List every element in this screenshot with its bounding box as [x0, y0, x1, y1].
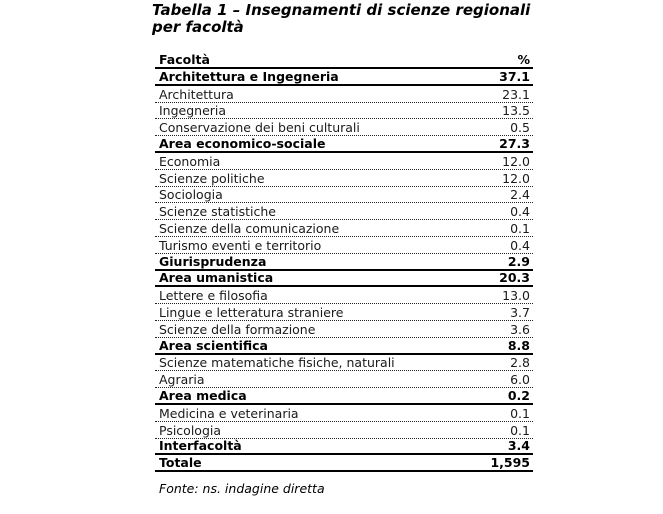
- row-value: 13.0: [502, 288, 530, 304]
- table-row: [155, 153, 533, 170]
- table-group-row: [155, 69, 533, 86]
- table-total-row: [155, 455, 533, 472]
- row-value: 0.1: [510, 405, 530, 421]
- table-group-row: [155, 388, 533, 405]
- row-label: Lingue e letteratura straniere: [159, 304, 344, 320]
- table-title: [152, 2, 572, 36]
- table-row: [155, 203, 533, 220]
- row-value: 8.8: [507, 337, 530, 353]
- row-label: Conservazione dei beni culturali: [159, 120, 360, 136]
- table-title-line1: Tabella 1 – Insegnamenti di scienze regionali: [152, 1, 531, 19]
- table-row: [155, 405, 533, 422]
- row-label: Lettere e filosofia: [159, 288, 268, 304]
- table-body: [155, 69, 533, 472]
- row-label: Architettura: [159, 86, 234, 102]
- table-row: [155, 86, 533, 103]
- table-row: [155, 371, 533, 388]
- table-title-line2: per facoltà: [152, 18, 244, 36]
- table-row: [155, 321, 533, 338]
- row-label: Psicologia: [159, 422, 222, 438]
- table-row: [155, 170, 533, 187]
- row-value: 1,595: [490, 455, 530, 471]
- row-value: 12.0: [502, 170, 530, 186]
- row-value: 6.0: [510, 372, 530, 388]
- table-row: [155, 187, 533, 204]
- row-label: Scienze politiche: [159, 170, 265, 186]
- row-value: 2.8: [510, 355, 530, 371]
- table-group-row: [155, 254, 533, 271]
- header-label: Facoltà: [159, 52, 210, 67]
- row-value: 3.7: [510, 304, 530, 320]
- row-label: Economia: [159, 153, 221, 169]
- table-group-row: [155, 271, 533, 288]
- table-row: [155, 220, 533, 237]
- row-value: 13.5: [502, 103, 530, 119]
- row-value: 23.1: [502, 86, 530, 102]
- row-label: Area economico-sociale: [159, 135, 326, 151]
- table-row: [155, 422, 533, 439]
- row-value: 2.9: [507, 253, 530, 269]
- row-value: 20.3: [499, 270, 530, 286]
- row-value: 27.3: [499, 135, 530, 151]
- row-value: 0.1: [510, 422, 530, 438]
- table-group-row: [155, 338, 533, 355]
- faculty-table: [155, 51, 533, 472]
- row-label: Totale: [159, 455, 202, 471]
- table-group-row: [155, 439, 533, 456]
- row-value: 37.1: [499, 68, 530, 84]
- row-label: Scienze della comunicazione: [159, 220, 340, 236]
- header-value: %: [517, 52, 530, 67]
- table-row: [155, 119, 533, 136]
- row-label: Sociologia: [159, 187, 223, 203]
- row-value: 0.2: [507, 387, 530, 403]
- table-header: [155, 51, 533, 69]
- row-value: 0.5: [510, 120, 530, 136]
- row-value: 0.1: [510, 220, 530, 236]
- table-row: [155, 237, 533, 254]
- row-label: Scienze matematiche fisiche, naturali: [159, 355, 395, 371]
- row-label: Architettura e Ingegneria: [159, 68, 339, 84]
- table-row: [155, 287, 533, 304]
- row-value: 0.4: [510, 204, 530, 220]
- row-label: Ingegneria: [159, 103, 227, 119]
- table-row: [155, 103, 533, 120]
- table-row: [155, 355, 533, 372]
- row-label: Area umanistica: [159, 270, 274, 286]
- row-value: 0.4: [510, 237, 530, 253]
- source-note: Fonte: ns. indagine diretta: [159, 481, 325, 496]
- row-label: Giurisprudenza: [159, 253, 267, 269]
- table-row: [155, 304, 533, 321]
- table-group-row: [155, 136, 533, 153]
- row-label: Interfacoltà: [159, 438, 242, 454]
- row-value: 12.0: [502, 153, 530, 169]
- row-label: Medicina e veterinaria: [159, 405, 299, 421]
- row-label: Area medica: [159, 387, 247, 403]
- row-value: 3.6: [510, 321, 530, 337]
- row-value: 3.4: [507, 438, 530, 454]
- row-label: Scienze della formazione: [159, 321, 316, 337]
- row-label: Turismo eventi e territorio: [159, 237, 322, 253]
- row-label: Agraria: [159, 372, 205, 388]
- row-label: Area scientifica: [159, 337, 268, 353]
- row-value: 2.4: [510, 187, 530, 203]
- row-label: Scienze statistiche: [159, 204, 276, 220]
